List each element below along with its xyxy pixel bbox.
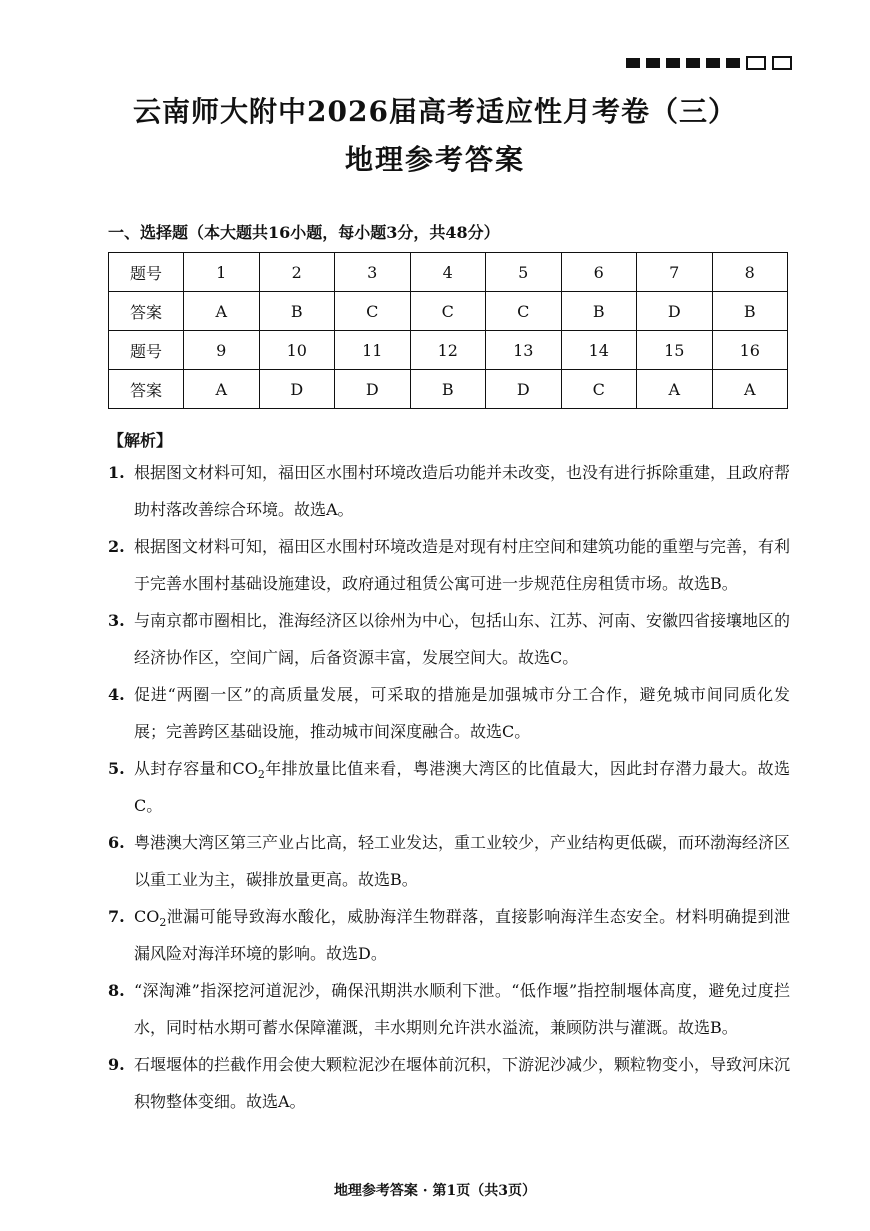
barcode-box bbox=[746, 56, 766, 70]
item-text: 根据图文材料可知，福田区水围村环境改造后功能并未改变，也没有进行拆除重建，且政府帮助村落改善综合环境。故选A。 bbox=[134, 463, 791, 519]
question-number: 4 bbox=[410, 253, 486, 292]
question-number: 8 bbox=[712, 253, 788, 292]
answer-cell: B bbox=[259, 292, 335, 331]
list-item bbox=[108, 1046, 790, 1120]
list-item bbox=[108, 676, 790, 750]
item-text-part: 从封存容量和CO bbox=[134, 759, 258, 778]
item-number: 9. bbox=[108, 1055, 125, 1074]
answer-cell: D bbox=[637, 292, 713, 331]
answer-cell: A bbox=[184, 370, 260, 409]
answer-cell: C bbox=[561, 370, 637, 409]
question-number: 6 bbox=[561, 253, 637, 292]
page-subtitle: 地理参考答案 bbox=[344, 143, 525, 176]
question-number: 15 bbox=[637, 331, 713, 370]
exam-barcode bbox=[626, 56, 792, 70]
item-text: 粤港澳大湾区第三产业占比高，轻工业发达，重工业较少，产业结构更低碳，而环渤海经济区以重工业为主，碳排放量更高。故选B。 bbox=[134, 833, 791, 889]
barcode-block bbox=[686, 58, 700, 68]
answer-cell: C bbox=[335, 292, 411, 331]
row-label: 答案 bbox=[109, 292, 184, 331]
item-number: 4. bbox=[108, 685, 125, 704]
page-footer: 地理参考答案 · 第1页（共3页） bbox=[333, 1183, 537, 1199]
analysis-list bbox=[108, 454, 790, 1120]
item-text: 与南京都市圈相比，淮海经济区以徐州为中心，包括山东、江苏、河南、安徽四省接壤地区的经济协作区，空间广阔，后备资源丰富，发展空间大。故选C。 bbox=[134, 611, 791, 667]
analysis-heading: 【解析】 bbox=[108, 431, 173, 450]
row-label: 答案 bbox=[109, 370, 184, 409]
question-number: 11 bbox=[335, 331, 411, 370]
table-row bbox=[109, 292, 788, 331]
page-title: 云南师大附中2026届高考适应性月考卷（三） bbox=[133, 95, 737, 128]
item-text: 石堰堰体的拦截作用会使大颗粒泥沙在堰体前沉积，下游泥沙减少，颗粒物变小，导致河床沉积物整体变细。故选A。 bbox=[134, 1055, 791, 1111]
subscript: 2 bbox=[257, 768, 265, 782]
answer-cell: C bbox=[410, 292, 486, 331]
answer-cell: B bbox=[410, 370, 486, 409]
list-item bbox=[108, 824, 790, 898]
question-number: 13 bbox=[486, 331, 562, 370]
table-row bbox=[109, 253, 788, 292]
list-item bbox=[108, 750, 790, 824]
answer-cell: B bbox=[712, 292, 788, 331]
item-text-part: CO bbox=[134, 907, 160, 926]
question-number: 2 bbox=[259, 253, 335, 292]
barcode-block bbox=[706, 58, 720, 68]
answer-table bbox=[108, 252, 788, 409]
question-number: 12 bbox=[410, 331, 486, 370]
list-item bbox=[108, 898, 790, 972]
question-number: 10 bbox=[259, 331, 335, 370]
list-item bbox=[108, 454, 790, 528]
item-number: 1. bbox=[108, 463, 125, 482]
answer-cell: A bbox=[184, 292, 260, 331]
question-number: 3 bbox=[335, 253, 411, 292]
item-text bbox=[134, 898, 790, 972]
barcode-block bbox=[646, 58, 660, 68]
answer-cell: D bbox=[259, 370, 335, 409]
question-number: 9 bbox=[184, 331, 260, 370]
item-number: 6. bbox=[108, 833, 125, 852]
answer-cell: C bbox=[486, 292, 562, 331]
list-item bbox=[108, 602, 790, 676]
list-item bbox=[108, 528, 790, 602]
item-text-part: 年排放量比值来看，粤港澳大湾区的比值最大，因此封存潜力最大。故选C。 bbox=[134, 759, 790, 815]
question-number: 14 bbox=[561, 331, 637, 370]
item-number: 2. bbox=[108, 537, 125, 556]
section-heading: 一、选择题（本大题共16小题，每小题3分，共48分） bbox=[108, 223, 500, 242]
barcode-block bbox=[726, 58, 740, 68]
question-number: 7 bbox=[637, 253, 713, 292]
item-number: 8. bbox=[108, 981, 125, 1000]
barcode-block bbox=[666, 58, 680, 68]
item-number: 3. bbox=[108, 611, 125, 630]
item-number: 5. bbox=[108, 759, 125, 778]
barcode-block bbox=[626, 58, 640, 68]
question-number: 16 bbox=[712, 331, 788, 370]
item-number: 7. bbox=[108, 907, 125, 926]
item-text-part: 泄漏可能导致海水酸化，威胁海洋生物群落，直接影响海洋生态安全。材料明确提到泄漏风险对海洋环境的影响。故选D。 bbox=[134, 907, 790, 963]
item-text: “深淘滩”指深挖河道泥沙，确保汛期洪水顺利下泄。“低作堰”指控制堰体高度，避免过度拦水，同时枯水期可蓄水保障灌溉，丰水期则允许洪水溢流，兼顾防洪与灌溉。故选B。 bbox=[134, 981, 790, 1037]
answer-cell: A bbox=[637, 370, 713, 409]
item-text bbox=[134, 750, 790, 824]
question-number: 5 bbox=[486, 253, 562, 292]
question-number: 1 bbox=[184, 253, 260, 292]
table-row bbox=[109, 331, 788, 370]
subscript: 2 bbox=[159, 916, 167, 930]
answer-cell: D bbox=[486, 370, 562, 409]
table-row bbox=[109, 370, 788, 409]
list-item bbox=[108, 972, 790, 1046]
item-text: 促进“两圈一区”的高质量发展，可采取的措施是加强城市分工合作，避免城市间同质化发展；完善跨区基础设施，推动城市间深度融合。故选C。 bbox=[134, 685, 790, 741]
answer-cell: B bbox=[561, 292, 637, 331]
answer-cell: D bbox=[335, 370, 411, 409]
barcode-box bbox=[772, 56, 792, 70]
answer-cell: A bbox=[712, 370, 788, 409]
item-text: 根据图文材料可知，福田区水围村环境改造是对现有村庄空间和建筑功能的重塑与完善，有利于完善水围村基础设施建设，政府通过租赁公寓可进一步规范住房租赁市场。故选B。 bbox=[134, 537, 791, 593]
row-label: 题号 bbox=[109, 253, 184, 292]
row-label: 题号 bbox=[109, 331, 184, 370]
